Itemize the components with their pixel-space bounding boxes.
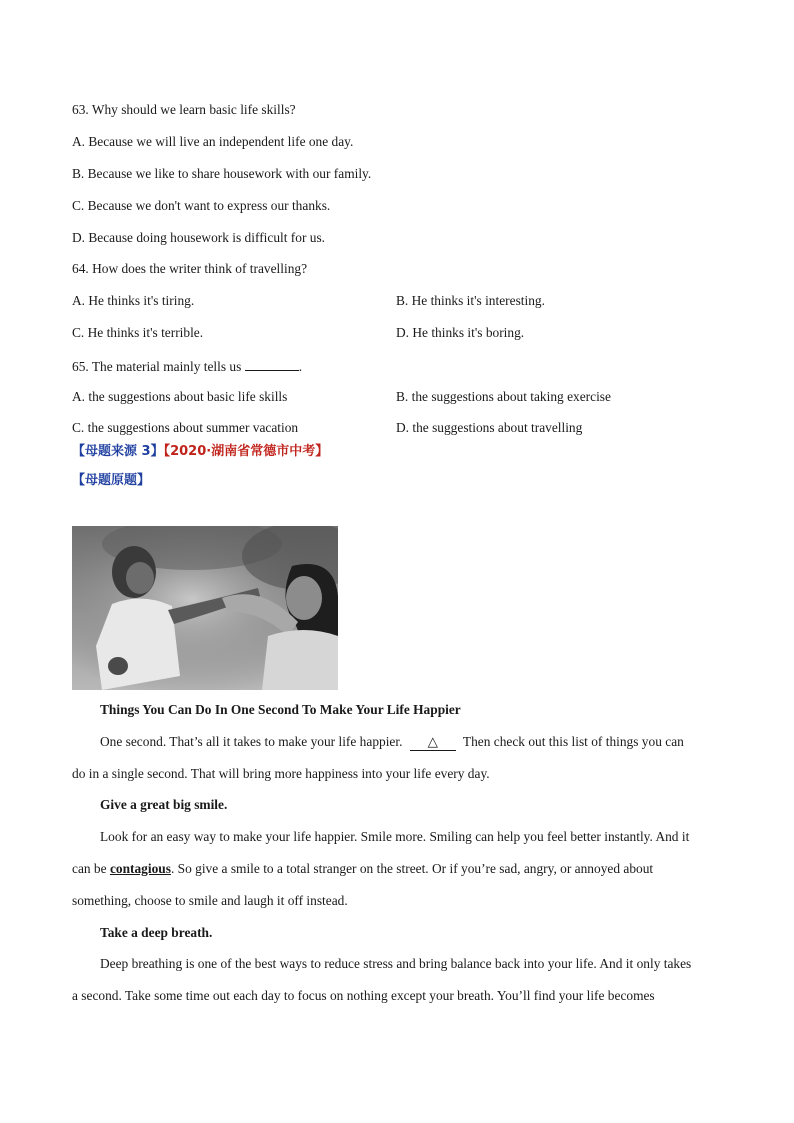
question-64-stem: 64. How does the writer think of travelling?: [72, 261, 308, 276]
paragraph-2-line-3: something, choose to smile and laugh it off instead.: [72, 893, 348, 908]
paragraph-3-line-2: a second. Take some time out each day to focus on nothing except your breath. You’ll find your life becomes: [72, 988, 655, 1003]
paragraph-3-line-1: Deep breathing is one of the best ways to reduce stress and bring balance back into your life. And it only takes: [100, 956, 692, 971]
photo-illustration: [72, 526, 338, 690]
paragraph-2-text-end: . So give a smile to a total stranger on the street. Or if you’re sad, angry, or annoyed about: [170, 861, 654, 876]
question-64-option-b: B. He thinks it's interesting.: [396, 293, 545, 308]
heading-smile: Give a great big smile.: [100, 797, 228, 812]
paragraph-2-text-start: can be: [72, 861, 107, 876]
paragraph-1-line-1: [100, 734, 684, 751]
question-64-option-d: D. He thinks it's boring.: [396, 325, 525, 340]
paragraph-2-line-1: Look for an easy way to make your life happier. Smile more. Smiling can help you feel better instantly. And it: [100, 829, 690, 844]
question-65-option-d: D. the suggestions about travelling: [396, 420, 583, 435]
heading-breath: Take a deep breath.: [100, 925, 213, 940]
question-65-stem-text: 65. The material mainly tells us: [72, 359, 242, 374]
paragraph-2-line-2: [72, 861, 653, 877]
passage-photo: [72, 526, 338, 690]
source-tag: 【2020·湖南省常德市中考】: [163, 444, 329, 459]
question-65-option-b: B. the suggestions about taking exercise: [396, 389, 611, 404]
question-63-option-b: B. Because we like to share housework with our family.: [72, 166, 372, 181]
answer-blank: [245, 357, 299, 371]
answer-blank-triangle: △: [410, 734, 456, 751]
source-label: 【母题来源 3】: [72, 444, 164, 459]
original-question-label: 【母题原题】: [72, 473, 151, 488]
question-63-option-a: A. Because we will live an independent life one day.: [72, 134, 354, 149]
paragraph-1-line-2: do in a single second. That will bring more happiness into your life every day.: [72, 766, 490, 781]
question-64-option-a: A. He thinks it's tiring.: [72, 293, 195, 308]
question-63-option-c: C. Because we don't want to express our thanks.: [72, 198, 331, 213]
paragraph-1-text-start: One second. That’s all it takes to make your life happier.: [100, 734, 403, 749]
question-63-stem: 63. Why should we learn basic life skills?: [72, 102, 296, 117]
source-line: [72, 444, 328, 460]
underlined-word-contagious: contagious: [109, 861, 171, 876]
question-65-stem-end: .: [298, 359, 303, 374]
question-65-option-a: A. the suggestions about basic life skills: [72, 389, 288, 404]
passage-title: Things You Can Do In One Second To Make Your Life Happier: [100, 702, 461, 717]
question-64-option-c: C. He thinks it's terrible.: [72, 325, 204, 340]
question-65-stem: [72, 357, 302, 375]
question-63-option-d: D. Because doing housework is difficult for us.: [72, 230, 326, 245]
question-65-option-c: C. the suggestions about summer vacation: [72, 420, 299, 435]
paragraph-1-text-end: Then check out this list of things you can: [462, 734, 684, 749]
